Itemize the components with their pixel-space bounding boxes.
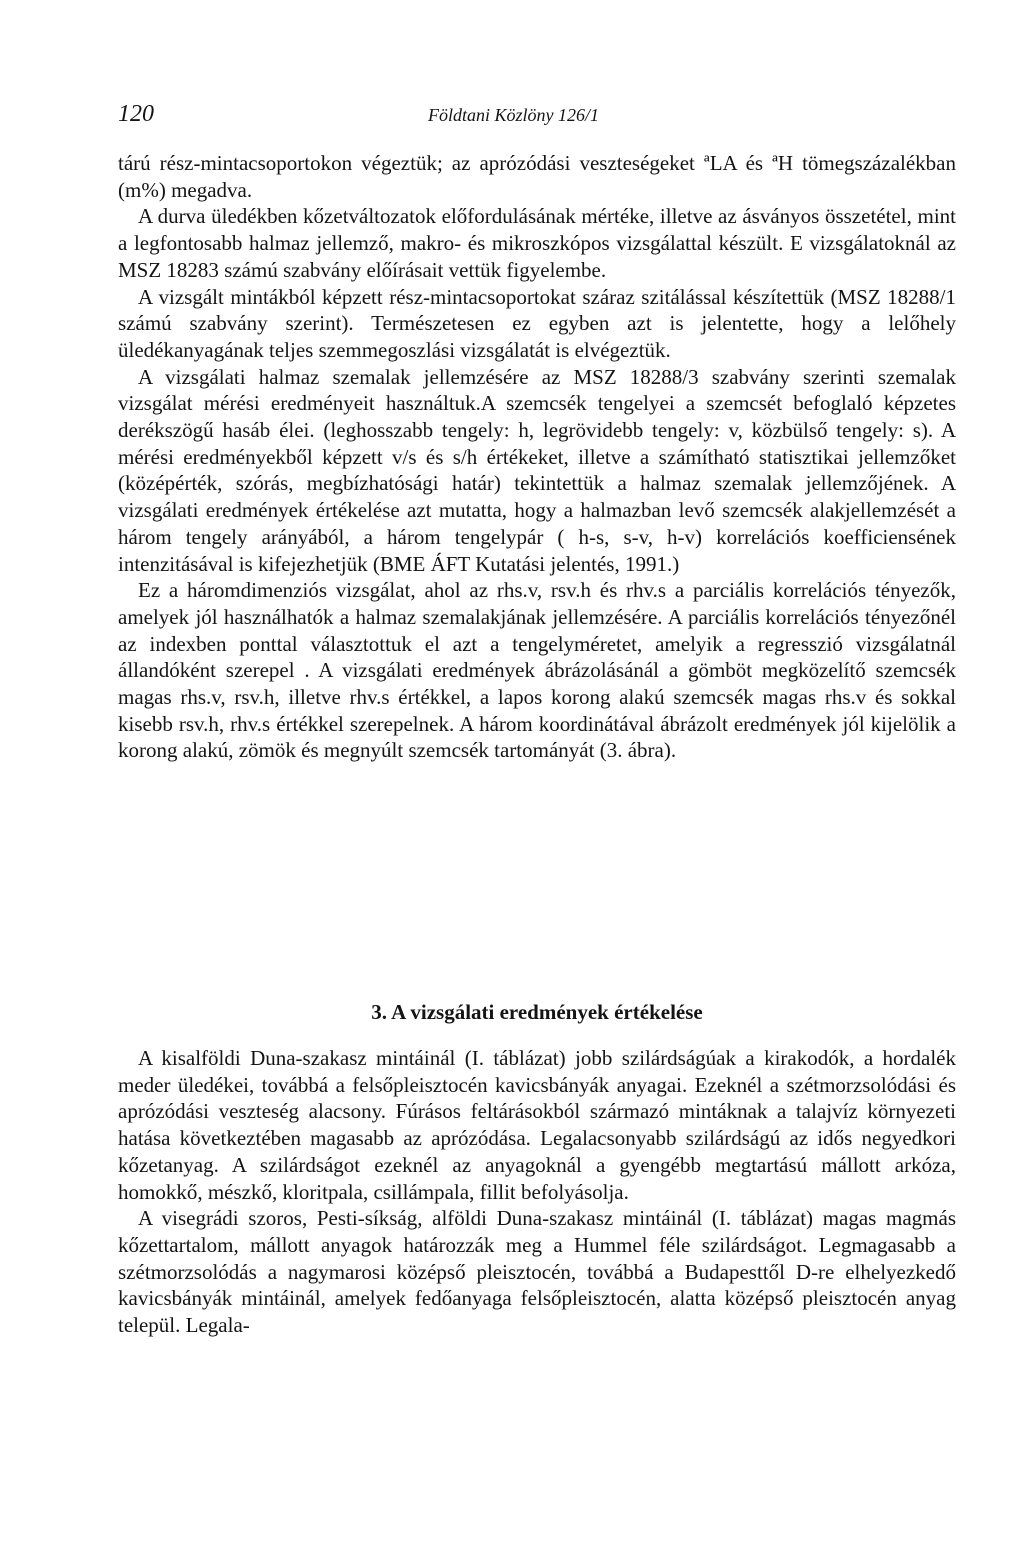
paragraph: A vizsgált mintákból képzett rész-mintacsoportokat száraz szitálással készítettük (MSZ 18288/1 számú szabvány szerint). Természetesen ez egyben azt is jelentette, hogy a lelőhely üledékanyagának teljes szemmegoszlási vizsgálatát is elvégeztük.	[118, 284, 956, 362]
paragraph: tárú rész-mintacsoportokon végeztük; az aprózódási veszteségeket ªLA és ªH tömegszázalékban (m%) megadva.	[118, 151, 956, 202]
body-text	[118, 150, 956, 764]
paragraph: A visegrádi szoros, Pesti-síkság, alföldi Duna-szakasz mintáinál (I. táblázat) magas magmás kőzettartalom, mállott anyagok határozzák meg a Hummel féle szilárdságot. Legmagasabb a szétmorzsolódás a nagymarosi középső pleisztocén, továbbá a Budapesttől D-re elhelyezkedő kavicsbányák mintáinál, amelyek fedőanyaga felsőpleisztocén, alatta középső pleisztocén anyag települ. Legala-	[118, 1206, 956, 1338]
section-heading: 3. A vizsgálati eredmények értékelése	[371, 1000, 703, 1024]
paragraph: A vizsgálati halmaz szemalak jellemzésére az MSZ 18288/3 szabvány szerinti szemalak vizsgálat mérési eredményeit használtuk.A szemcsék tengelyei a szemcsét befoglaló képzetes derékszögű hasáb élei. (leghosszabb tengely: h, legrövidebb tengely: v, közbülső tengely: s). A mérési eredményekből képzett v/s és s/h értékeket, illetve a számítható statisztikai jellemzőket (középérték, szórás, megbízhatósági határ) tekintettük a halmaz szemalak jellemzőjének. A vizsgálati eredmények értékelése azt mutatta, hogy a halmazban levő szemcsék alakjellemzését a három tengely arányából, a három tengelypár ( h-s, s-v, h-v) korrelációs koefficiensének intenzitásával is kifejezhetjük (BME ÁFT Kutatási jelentés, 1991.)	[118, 364, 956, 576]
section-body	[118, 1045, 956, 1339]
paragraph: Ez a háromdimenziós vizsgálat, ahol az rhs.v, rsv.h és rhv.s a parciális korrelációs tényezők, amelyek jól használhatók a halmaz szemalakjának jellemzésére. A parciális korrelációs tényezőnél az indexben ponttal választottuk el azt a tengelyméretet, amelyik a regresszió vizsgálatnál állandóként szerepel . A vizsgálati eredmények ábrázolásánál a gömböt megközelítő szemcsék magas rhs.v, rsv.h, illetve rhv.s értékkel, a lapos korong alakú szemcsék magas rhs.v és sokkal kisebb rsv.h, rhv.s értékkel szerepelnek. A három koordinátával ábrázolt eredmények jól kijelölik a korong alakú, zömök és megnyúlt szemcsék tartományát (3. ábra).	[118, 578, 956, 763]
paragraph: A kisalföldi Duna-szakasz mintáinál (I. táblázat) jobb szilárdságúak a kirakodók, a hordalék meder üledékei, továbbá a felsőpleisztocén kavicsbányák anyagai. Ezeknél a szétmorzsolódási és aprózódási veszteség alacsony. Fúrásos feltárásokból származó mintáknak a talajvíz környezeti hatása következtében magasabb az aprózódása. Legalacsonyabb szilárdságú az idős negyedkori kőzetanyag. A szilárdságot ezeknél az anyagoknál a gyengébb megtartású mállott arkóza, homokkő, mészkő, kloritpala, csillámpala, fillit befolyásolja.	[118, 1046, 956, 1204]
paragraph: A durva üledékben kőzetváltozatok előfordulásának mértéke, illetve az ásványos összetétel, mint a legfontosabb halmaz jellemző, makro- és mikroszkópos vizsgálattal készült. E vizsgálatoknál az MSZ 18283 számú szabvány előírásait vettük figyelembe.	[118, 204, 956, 282]
running-head: Földtani Közlöny 126/1	[428, 105, 599, 125]
page-number: 120	[118, 101, 154, 127]
